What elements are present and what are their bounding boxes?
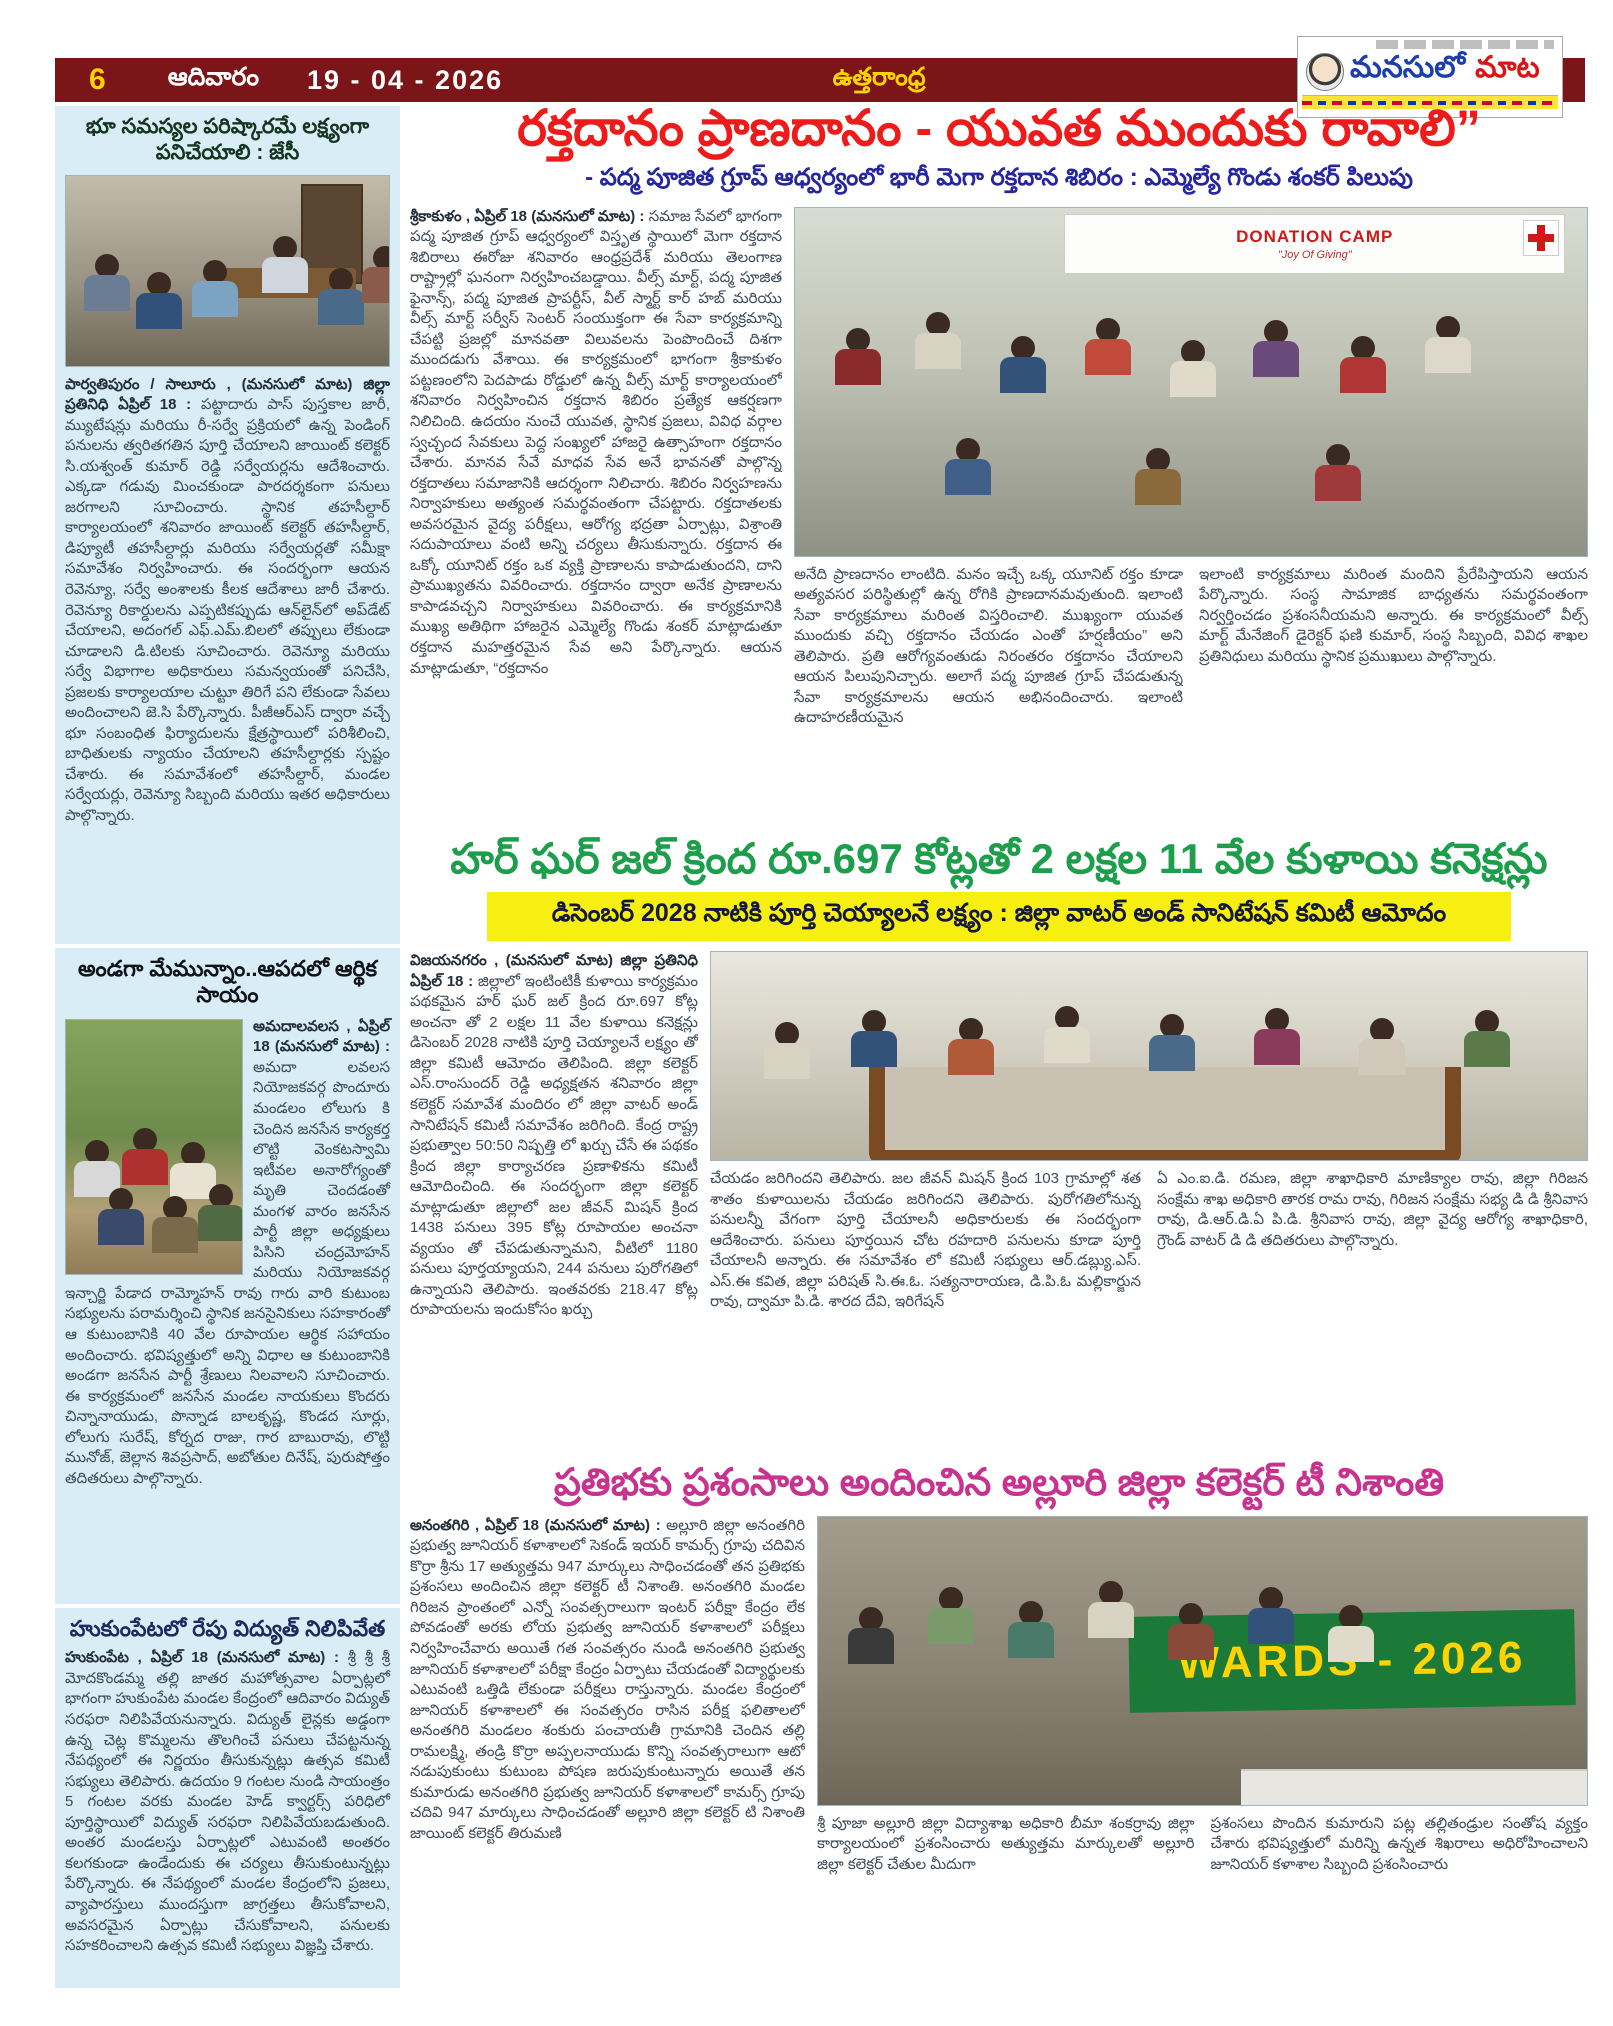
article-blood-donation-col3: ఇలాంటి కార్యక్రమాలు మరింత మందిని ప్రేరేపిస్తాయని ఆయన పేర్కొన్నారు. సంస్థ సామాజిక బాధ్యతను సమర్థవంతంగా నిర్వర్తించడం ప్రశంసనీయమని అన్నారు. ఈ కార్యక్రమంలో వీల్స్ మార్ట్ మేనేజింగ్ డైరెక్టర్ ఫణి కుమార్, సంస్థ సిబ్బంది, వివిధ శాఖల ప్రతినిధులు మరియు స్థానిక ప్రముఖులు పాల్గొన్నారు.	[1199, 565, 1588, 665]
article-collector-felicitation-photo	[817, 1516, 1588, 1806]
left-article2-headline: అండగా మేమున్నాం..ఆపదలో ఆర్థిక సాయం	[77, 956, 378, 1008]
article-collector-felicitation-col1: అనంతగిరి , ఏప్రిల్ 18 (మనసులో మాట) : అల్లూరి జిల్లా అనంతగిరి ప్రభుత్వ జూనియర్ కళాశాలలో సెకండ్ ఇయర్ కామర్స్ గ్రూపు చదివిన కొర్రా శ్రీను 17 అత్యుత్తమ 947 మార్కులు సాధించడంతో తన ప్రతిభకు ప్రశంసలు అందించిన జిల్లా కలెక్టర్ టీ నిశాంతి. అనంతగిరి మండల గిరిజన ప్రాంతంలో ఎన్నో సంవత్సరాలుగా ఇంటర్ పరీక్షా కేంద్రం లేక పోవడంతో అరకు లోయ ప్రభుత్వ జూనియర్ కళాశాలలో పరీక్షలు నిర్వహించేవారు అయితే గత సంవత్సరం నుండి అనంతగిరి ప్రభుత్వ జూనియర్ కళాశాలలో పరీక్షా కేంద్రం ఏర్పాటు చేయడంతో విద్యార్థులకు ఎటువంటి ఒత్తిడి లేకుండా పరీక్షలు రాస్తున్నారు. మండల కేంద్రంలో జూనియర్ కళాశాలలో ఈ సంవత్సరం రాసిన పరీక్ష ఫలితాలలో అనంతగిరి మండలం శంకురు పంచాయతీ గ్రామానికి చెందిన తల్లి రామలక్ష్మి, తండ్రి కొర్రా అప్పలనాయుడు కొన్ని సంవత్సరాలుగా ఆటో నడుపుకుంటు కుటుంబ పోషణ జరుపుకుంటున్నారు అయితే తన కుమారుడు అనంతగిరి ప్రభుత్వ జూనియర్ కళాశాలలో కామర్స్ గ్రూపు చదివి 947 మార్కులు సాధించడంతో అల్లూరి జిల్లా కలెక్టర్ టి నిశాంతి జాయింట్ కలెక్టర్ తిరుమణి	[410, 1516, 805, 1842]
page-number: 6	[89, 63, 106, 96]
article-har-ghar-jal-headline: హర్ ఘర్ జల్ క్రింద రూ.697 కోట్లతో 2 లక్షల 11 వేల కుళాయి కనెక్షన్లు	[450, 835, 1548, 882]
article-collector-felicitation-col2: శ్రీ పూజా అల్లూరి జిల్లా విద్యాశాఖ అధికారి బీమా శంకర్రావు జిల్లా కార్యాలయంలో ప్రశంసించారు అత్యుత్తమ మార్కులతో అల్లూరి జిల్లా కలెక్టర్ చేతుల మీదుగా	[817, 1814, 1195, 1873]
left-article1-headline: భూ సమస్యల పరిష్కారమే లక్ష్యంగా పనిచేయాలి : జేసీ	[85, 115, 370, 165]
masthead-microtext-line	[1376, 40, 1554, 49]
article-har-ghar-jal-col2: చేయడం జరిగిందని తెలిపారు. జల జీవన్ మిషన్ క్రింద 103 గ్రామాల్లో శత శాతం కుళాయిలను చేయడం జరిగిందని తెలిపారు. పురోగతిలోనున్న పనులన్నీ వేగంగా పూర్తి చేయాలనీ అధికారులకు ఈ సందర్భంగా ఆదేశించారు. పనులు పూర్తయిన చోట రహదారి పనులను కూడా పూర్తి చేయాలనీ అన్నారు. ఈ సమావేశం లో కమిటీ సభ్యులు ఆర్.డబ్ల్యు.ఎస్. ఎస్.ఈ కవిత, జిల్లా పరిషత్ సి.ఈ.ఓ. సత్యనారాయణ, డి.పి.ఓ మల్లికార్జున రావు, ద్వామా పి.డి. శారద దేవి, ఇరిగేషన్	[710, 1170, 1141, 1311]
left-article3-body: హుకుంపేట , ఏప్రిల్ 18 (మనసులో మాట) : శ్రీ శ్రీ శ్రీ మోదకొండమ్మ తల్లి జాతర మహోత్సవాల ఏర్పాట్లలో భాగంగా హుకుంపేట మండల కేంద్రంలో ఆదివారం విద్యుత్ సరఫరా నిలిపివేయనున్నారు. విద్యుత్ లైన్లకు అడ్డంగా ఉన్న చెట్ల కొమ్మలను తొలగించే పనులు చేపట్టనున్న నేపథ్యంలో ఈ నిర్ణయం తీసుకున్నట్లు ఉత్సవ కమిటీ సభ్యులు తెలిపారు. ఉదయం 9 గంటల నుండి సాయంత్రం 5 గంటల వరకు మండల హెడ్ క్వార్టర్స్ పరిధిలో పూర్తిస్థాయిలో విద్యుత్ సరఫరా నిలిపివేయబడుతుంది. అంతర మండలస్తు ఏర్పాట్లలో ఎటువంటి అంతరం కలగకుండా ఉండేందుకు ఈ చర్యలు తీసుకుంటున్నట్లు పేర్కొన్నారు. ఈ నేపథ్యంలో మండల కేంద్రంలోని ప్రజలు, వ్యాపారస్తులు ముందస్తుగా జాగ్రత్తలు తీసుకోవాలని, అవసరమైన ఏర్పాట్లు చేసుకోవాలని, పనులకు సహకరించాలని ఉత్సవ కమిటీ సభ్యులు విజ్ఞప్తి చేశారు.	[65, 1649, 391, 1955]
masthead-portrait-icon	[1306, 53, 1344, 91]
article-har-ghar-jal	[410, 836, 1588, 1437]
article-har-ghar-jal-col1: విజయనగరం , (మనసులో మాట) జిల్లా ప్రతినిధి ఏప్రిల్ 18 : జిల్లాలో ఇంటింటికీ కుళాయి కార్యక్రమం పథకమైన హర్ ఘర్ జల్ క్రింద రూ.697 కోట్ల అంచనా తో 2 లక్షల 11 వేల కుళాయి కనెక్షన్లు డిసెంబర్ 2028 నాటికి పూర్తి చెయ్యాలనే లక్ష్యం తో జిల్లా కమిటీ ఆమోదం తెలిపింది. జిల్లా కలెక్టర్ ఎస్.రాంసుందర్ రెడ్డి అధ్యక్షతన శనివారం జిల్లా కలెక్టర్ సమావేశ మందిరం లో జిల్లా వాటర్ అండ్ సానిటేషన్ కమిటీ సమావేశం జరిగింది. కేంద్ర రాష్ట్ర ప్రభుత్వాల 50:50 నిష్పత్తి లో ఖర్చు చేసే ఈ పథకం క్రింద జిల్లా కార్యాచరణ ప్రణాళికను కమిటీ ఆమోదించింది. ఈ సందర్భంగా జిల్లా కలెక్టర్ మాట్లాడుతూ జిల్లాలో జల జీవన్ మిషన్ క్రింద 1438 పనులు 395 కోట్ల రూపాయల అంచనా వ్యయం తో చేపడుతున్నామని, వీటిలో 1180 పనులు పూర్తయ్యాయని, 244 పనులు పురోగతిలో ఉన్నాయని తెలిపారు. ఇంతవరకు 218.47 కోట్ల రూపాయలను ఇందుకోసం ఖర్చు	[410, 952, 698, 1319]
left-article1-body: పార్వతిపురం / సాలూరు , (మనసులో మాట) జిల్లా ప్రతినిధి ఏప్రిల్ 18 : పట్టాదారు పాస్ పుస్తకాల జారీ, మ్యుటేషన్లు మరియు రీ-సర్వే ప్రక్రియలో ఉన్న పెండింగ్ పనులను త్వరితగతిన పూర్తి చేయాలని జాయింట్ కలెక్టర్ సి.యశ్వంత్ కుమార్ రెడ్డి సర్వేయర్లను ఆదేశించారు. ఎక్కడా గడువు మించకుండా పారదర్శకంగా పనులు జరగాలని సూచించారు. స్థానిక తహసీల్దార్ కార్యాలయంలో శనివారం జాయింట్ కలెక్టర్ తహసీల్దార్, డిప్యూటీ తహసీల్దార్లు మరియు సర్వేయర్లతో సమీక్షా సమావేశం నిర్వహించారు. ఈ సందర్భంగా ఆయన రెవెన్యూ, సర్వే అంశాలకు కీలక ఆదేశాలు జారీ చేశారు. రెవెన్యూ రికార్డులను ఎప్పటికప్పుడు ఆన్‌లైన్‌లో అప్‌డేట్ చేయాలని, అదంగల్ ఎఫ్.ఎమ్.బిలలో తప్పులు లేకుండా చూడాలని డి.టిలకు సూచించారు. రెవెన్యూ మరియు సర్వే విభాగాల అధికారులు సమన్వయంతో పనిచేసి, ప్రజలకు కార్యాలయాల చుట్టూ తిరిగే పని లేకుండా సేవలు అందించాలని జె.సి పేర్కొన్నారు. పీజీఆర్ఎస్ ద్వారా వచ్చే భూ సంబంధిత ఫిర్యాదులను క్షేత్రస్థాయిలో పరిశీలించి, బాధితులకు న్యాయం చేయాలని తహసీల్దార్లకు స్పష్టం చేశారు. ఈ సమావేశంలో తహసీల్దార్, మండల సర్వేయర్లు, రెవెన్యూ సిబ్బంది మరియు ఇతర అధికారులు పాల్గొన్నారు.	[65, 375, 390, 824]
edition-region-label: ఉత్తరాంధ్ర	[832, 62, 926, 91]
left-article-land-issues	[55, 106, 400, 944]
left-article-jansena-aid	[55, 948, 400, 1604]
date-label: 19 - 04 - 2026	[307, 64, 504, 95]
masthead-title-part2: మాట	[1475, 51, 1540, 84]
article-har-ghar-jal-subhead: డిసెంబర్ 2028 నాటికి పూర్తి చెయ్యాలనే లక్ష్యం : జిల్లా వాటర్ అండ్ సానిటేషన్ కమిటీ ఆమోదం	[487, 892, 1512, 941]
left-article3-headline: హుకుంపేటలో రేపు విద్యుత్ నిలిపివేత	[69, 1616, 386, 1641]
article-collector-felicitation-col3: ప్రశంసలు పొందిన కుమారుని పట్ల తల్లితండ్రుల సంతోష వ్యక్తం చేశారు భవిష్యత్తులో మరిన్ని ఉన్నత శిఖరాలు అధిరోహించాలని జూనియర్ కళాశాల సిబ్బంది ప్రశంసించారు	[1210, 1814, 1588, 1873]
left-article1-photo-meeting	[65, 175, 390, 367]
article-collector-felicitation-headline: ప్రతిభకు ప్రశంసాలు అందించిన అల్లూరి జిల్లా కలెక్టర్ టీ నిశాంతి	[553, 1462, 1445, 1504]
donation-camp-banner: DONATION CAMP "Joy Of Giving"	[1064, 214, 1565, 274]
article-blood-donation-subhead: - పద్మ పూజిత గ్రూప్ ఆధ్వర్యంలో భారీ మెగా రక్తదాన శిబిరం : ఎమ్మెల్యే గొండు శంకర్ పిలుపు	[585, 163, 1413, 191]
article-blood-donation-col2: అనేది ప్రాణదానం లాంటిది. మనం ఇచ్చే ఒక్క యూనిట్ రక్తం కూడా అత్యవసర పరిస్థితుల్లో ఉన్న రోగికి ప్రాణదానమవుతుంది. ఇలాంటి సేవా కార్యక్రమాలు మరింత విస్తరించాలి. ముఖ్యంగా యువత ముందుకు వచ్చి రక్తదానం చేయడం ఎంతో హర్షణీయం” అని తెలిపారు. ప్రతి ఆరోగ్యవంతుడు నిరంతరం రక్తదానం చేయాలని ఆయన పిలుపునిచ్చారు. అలాగే పద్మ పూజిత గ్రూప్ చేపడుతున్న సేవా కార్యక్రమాలను ఆయన అభినందించారు. ఇలాంటి ఉదాహరణీయమైన	[794, 565, 1183, 727]
article-collector-felicitation	[410, 1462, 1588, 1986]
left-column	[55, 106, 400, 1992]
article-har-ghar-jal-col3: ఏ ఎం.ఐ.డి. రమణ, జిల్లా శాఖాధికారి మాణిక్యాల రావు, జిల్లా గిరిజన సంక్షేమ శాఖ అధికారి తారక రామ రావు, గిరిజన సంక్షేమ సభ్య డి డి శ్రీనివాస రావు, డి.ఆర్.డి.ఏ పి.డి. శ్రీనివాస రావు, జిల్లా వైద్య ఆరోగ్య శాఖాధికారి, గ్రౌండ్ వాటర్ డి డి తదితరులు పాల్గొన్నారు.	[1157, 1170, 1588, 1249]
left-article-power-shutdown	[55, 1608, 400, 1988]
article-blood-donation-col1: శ్రీకాకుళం , ఏప్రిల్ 18 (మనసులో మాట) : సమాజ సేవలో భాగంగా పద్మ పూజిత గ్రూప్ ఆధ్వర్యంలో విస్తృత స్థాయిలో మెగా రక్తదాన శిబిరాలు ఈరోజు శనివారం ఆంధ్రప్రదేశ్ మరియు తెలంగాణ రాష్ట్రాల్లో ఘనంగా నిర్వహించబడ్డాయి. వీల్స్ మార్ట్, పద్మ పూజిత ఫైనాన్స్, పద్మ పూజిత ప్రాపర్టీస్, వీల్ స్మార్ట్ కార్ హబ్ మరియు వీల్స్ మార్ట్ సర్వీస్ సెంటర్ సంయుక్తంగా ఈ సేవా కార్యక్రమాన్ని చేపట్టి ప్రజల్లో మానవతా విలువలను పెంపొందించే దిశగా ముందడుగు వేశాయి. ఈ కార్యక్రమంలో భాగంగా శ్రీకాకుళం పట్టణంలోని పెదపాడు రోడ్డులో ఉన్న వీల్స్ మార్ట్ కార్యాలయంలో శనివారం నిర్వహించిన రక్తదాన శిబిరం ప్రత్యేక ఆకర్షణగా నిలిచింది. ఉదయం నుంచే యువత, స్థానిక ప్రజలు, వివిధ వర్గాల స్వచ్ఛంద సేవకులు పెద్ద సంఖ్యలో హాజరై ఉత్సాహంగా రక్తదానం చేశారు. మానవ సేవే మాధవ సేవ అనే భావనతో పాల్గొన్న రక్తదాతలు సమాజానికి ఆదర్శంగా నిలిచారు. శిబిరం నిర్వహణను నిర్వాహకులు అత్యంత సమర్థవంతంగా చేపట్టారు. రక్తదాతలకు అవసరమైన వైద్య పరీక్షలు, ఆరోగ్య భద్రతా ఏర్పాట్లు, విశ్రాంతి సదుపాయాలు వంటి అన్ని చర్యలు తీసుకున్నారు. రక్తదాన ఈ ఒక్కో యూనిట్ రక్తం ఒక వ్యక్తి ప్రాణాలను కాపాడుతుందని, దాని ప్రాముఖ్యతను వివరించారు. రక్తదానం ద్వారా అనేక ప్రాణాలను కాపాడవచ్చని నిర్వాహకులు వివరించారు. ఈ కార్యక్రమానికి ముఖ్య అతిథిగా హాజరైన ఎమ్మెల్యే గొండు శంకర్ మాట్లాడుతూ రక్తదాన మహత్తరమైన సేవ అని పేర్కొన్నారు. ఆయన మాట్లాడుతూ, “రక్తదానం	[410, 207, 782, 677]
red-cross-icon	[1523, 220, 1559, 256]
awards-banner: WARDS - 2026	[1128, 1609, 1576, 1713]
article-blood-donation-headline: రక్తదానం ప్రాణదానం - యువత ముందుకు రావాలి”	[517, 100, 1481, 156]
article-har-ghar-jal-photo-meeting	[710, 951, 1588, 1161]
masthead-title-part1: మనసులో	[1350, 51, 1466, 84]
article-blood-donation	[410, 100, 1588, 819]
left-article2-photo-group	[65, 1019, 243, 1275]
article-blood-donation-photo	[794, 207, 1588, 557]
left-article2-body: అమదాలవలస , ఏప్రిల్ 18 (మనసులో మాట) : అమదా లవలస నియోజకవర్గ పొందూరు మండలం లోలుగు కి చెందిన జనసేన కార్యకర్త లొట్టి వెంకటస్వామి ఇటీవల అనారోగ్యంతో మృతి చెందడంతో మంగళ వారం జనసేన పార్టీ జిల్లా అధ్యక్షులు పిసిని చంద్రమోహన్ మరియు నియోజకవర్గ ఇన్చార్జి పేడాద రామ్మోహన్ రావు గారు వారి కుటుంబ సభ్యులను పరామర్శించి స్థానిక జనసైనికులు సహకారంతో ఆ కుటుంబానికి 40 వేల రూపాయల ఆర్థిక సహాయం అందించారు. భవిష్యత్తులో అన్ని విధాల ఆ కుటుంబానికి అండగా జనసేన పార్టీ శ్రేణులు నిలవాలని సూచించారు. ఈ కార్యక్రమంలో జనసేన మండల నాయకులు కొందరు చిన్నానాయుడు, పొన్నాడ బాలకృష్ణ, కొండద సూర్లు, లోలుగు సురేష్, కోర్నద రాజు, గార బాబురావు, లొట్టి మునోజ్, జెల్లాన శివప్రసాద్, అబోతుల దినేష్, పురుషోత్తం తదితరులు పాల్గొన్నారు.	[65, 1017, 390, 1487]
weekday-label: ఆదివారం	[167, 62, 259, 91]
